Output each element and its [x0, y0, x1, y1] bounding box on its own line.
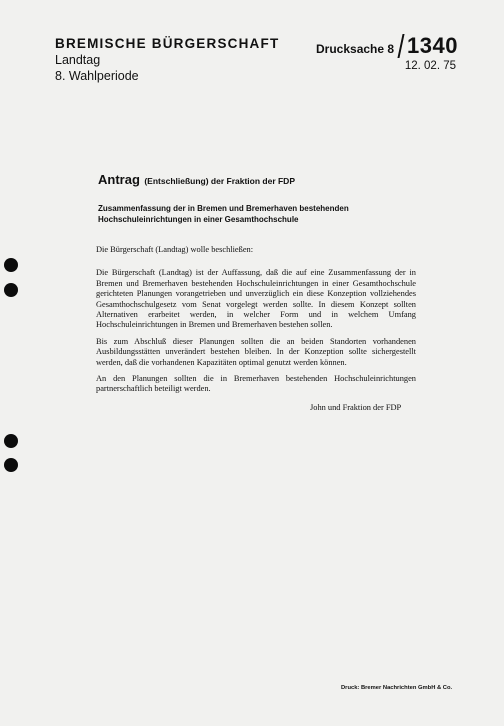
org-name: BREMISCHE BÜRGERSCHAFT: [55, 36, 280, 51]
punch-hole-1: [4, 258, 18, 272]
body-intro: Die Bürgerschaft (Landtag) wolle beschließen:: [96, 245, 254, 254]
antrag-word: Antrag: [98, 172, 140, 187]
legislative-period: 8. Wahlperiode: [55, 69, 139, 83]
punch-hole-3: [4, 434, 18, 448]
body-paragraph-2: Bis zum Abschluß dieser Planungen sollten die an beiden Standorten vorhandenen Ausbildungsstätten unverändert bestehen bleiben. In der Konzeption sollte sichergestellt werden, daß die vorhandenen Kapazitäten optimal genutzt werden können.: [96, 336, 416, 367]
drucksache-row: [316, 34, 458, 58]
punch-hole-4: [4, 458, 18, 472]
body-text: [96, 245, 416, 401]
header-right: [316, 34, 458, 72]
header-left: [55, 36, 279, 84]
signature: John und Fraktion der FDP: [310, 403, 402, 412]
antrag-rest: (Entschließung) der Fraktion der FDP: [144, 176, 295, 186]
body-paragraph-1: Die Bürgerschaft (Landtag) ist der Auffassung, daß die auf eine Zusammenfassung der in Bremen und Bremerhaven bestehenden Hochschuleinrichtungen in einer Gesamthochschule gerichteten Planungen vorangetrieben und unverzüglich ein diese Konzeption vollziehendes Gesamthochschulgesetz vom Senat vorgelegt werden sollte. In diesem Konzept sollten Alternativen erarbeitet werden, in welcher Form und in welchem Umfang Hochschuleinrichtungen in Bremen und Bremerhaven bestehen sollen.: [96, 268, 416, 330]
body-paragraph-3: An den Planungen sollten die in Bremerhaven bestehenden Hochschuleinrichtungen partnerschaftlich beteiligt werden.: [96, 374, 416, 394]
antrag-heading: [98, 171, 295, 189]
punch-hole-2: [4, 283, 18, 297]
drucksache-number: 1340: [407, 33, 458, 58]
drucksache-slash: [397, 34, 404, 58]
subject-title: Zusammenfassung der in Bremen und Bremerhaven bestehenden Hochschuleinrichtungen in einer Gesamthochschule: [98, 204, 349, 224]
chamber: Landtag: [55, 53, 101, 67]
document-date: 12. 02. 75: [404, 60, 456, 72]
drucksache-label: Drucksache 8: [316, 42, 395, 56]
printer-note: Druck: Bremer Nachrichten GmbH & Co.: [341, 685, 453, 691]
